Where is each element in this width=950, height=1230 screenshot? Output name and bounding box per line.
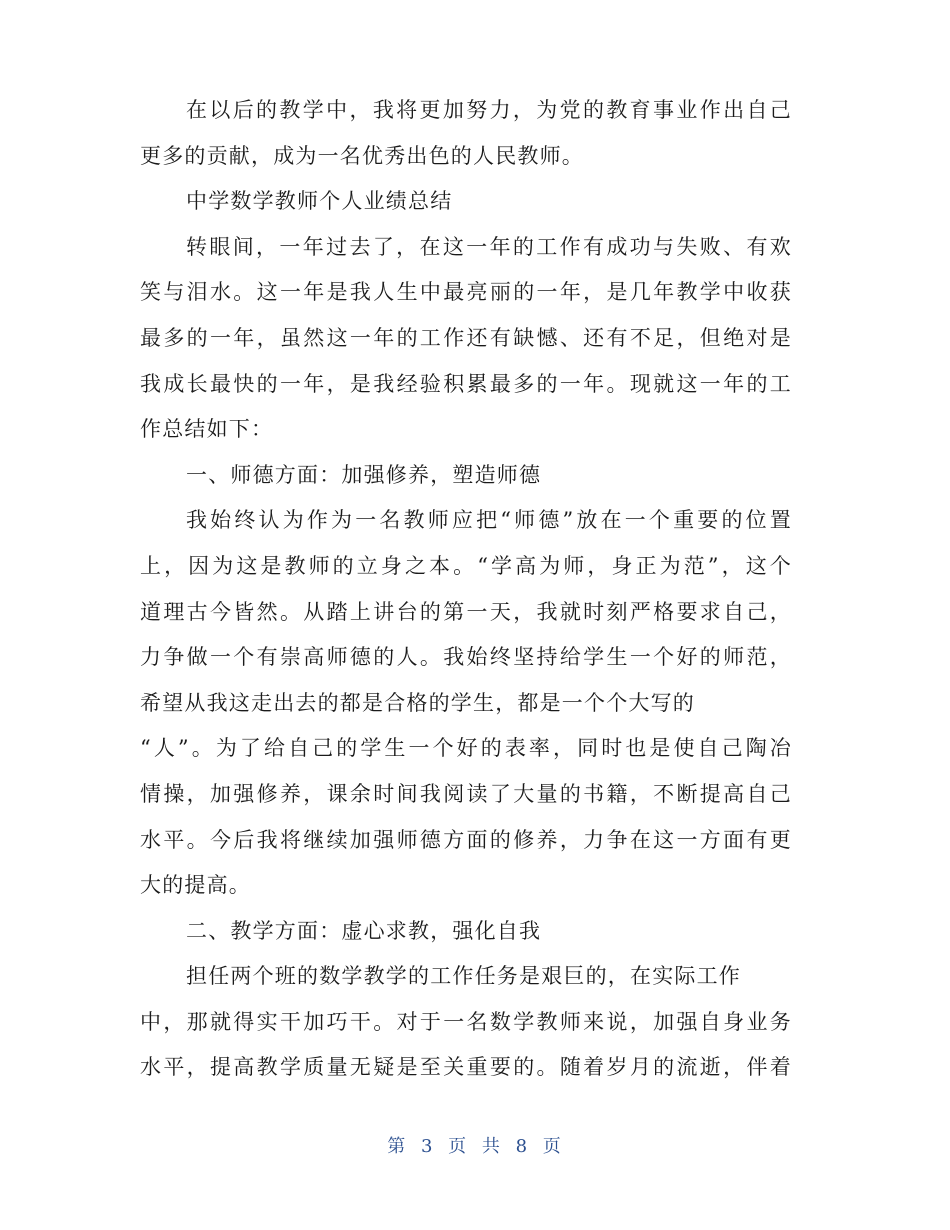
text-line: 更多的贡献，成为一名优秀出色的人民教师。	[140, 143, 584, 168]
text-line: 最多的一年，虽然这一年的工作还有缺憾、还有不足，但绝对是	[140, 325, 792, 350]
text-line: 我始终认为作为一名教师应把“师德”放在一个重要的位置	[186, 508, 792, 533]
footer-label-page: 第	[387, 1136, 408, 1157]
text-line: 水平，提高教学质量无疑是至关重要的。随着岁月的流逝，伴着	[140, 1055, 792, 1080]
footer-label-ye: 页	[448, 1136, 469, 1157]
text-line: 作总结如下：	[140, 417, 274, 442]
text-line: 力争做一个有崇高师德的人。我始终坚持给学生一个好的师范，	[140, 645, 792, 670]
document-body	[140, 88, 792, 1091]
text-line: 转眼间，一年过去了，在这一年的工作有成功与失败、有欢	[186, 234, 792, 259]
text-line: 道理古今皆然。从踏上讲台的第一天，我就时刻严格要求自己，	[140, 599, 792, 624]
footer-current-page: 3	[420, 1136, 435, 1157]
text-line: 中，那就得实干加巧干。对于一名数学教师来说，加强自身业务	[140, 1009, 792, 1034]
text-line: 情操，加强修养，课余时间我阅读了大量的书籍，不断提高自己	[140, 781, 792, 806]
footer-label-total: 共	[481, 1136, 502, 1157]
text-line: 水平。今后我将继续加强师德方面的修养，力争在这一方面有更	[140, 827, 792, 852]
footer-label-ye: 页	[542, 1136, 563, 1157]
text-line: 我成长最快的一年，是我经验积累最多的一年。现就这一年的工	[140, 371, 792, 396]
text-line: 笑与泪水。这一年是我人生中最亮丽的一年，是几年教学中收获	[140, 280, 792, 305]
text-line: “人”。为了给自己的学生一个好的表率，同时也是使自己陶冶	[140, 736, 792, 761]
text-line: 希望从我这走出去的都是合格的学生，都是一个个大写的	[140, 690, 695, 715]
section-heading: 中学数学教师个人业绩总结	[186, 189, 453, 214]
text-line: 在以后的教学中，我将更加努力，为党的教育事业作出自己	[186, 98, 792, 122]
text-line: 上，因为这是教师的立身之本。“学高为师，身正为范”，这个	[140, 553, 792, 578]
section-heading: 一、师德方面：加强修养，塑造师德	[186, 462, 542, 487]
footer-total-pages: 8	[515, 1136, 530, 1157]
text-line: 大的提高。	[140, 873, 251, 898]
text-line: 担任两个班的数学教学的工作任务是艰巨的，在实际工作	[186, 964, 741, 989]
section-heading: 二、教学方面：虚心求教，强化自我	[186, 918, 542, 943]
page-footer	[0, 1132, 950, 1158]
